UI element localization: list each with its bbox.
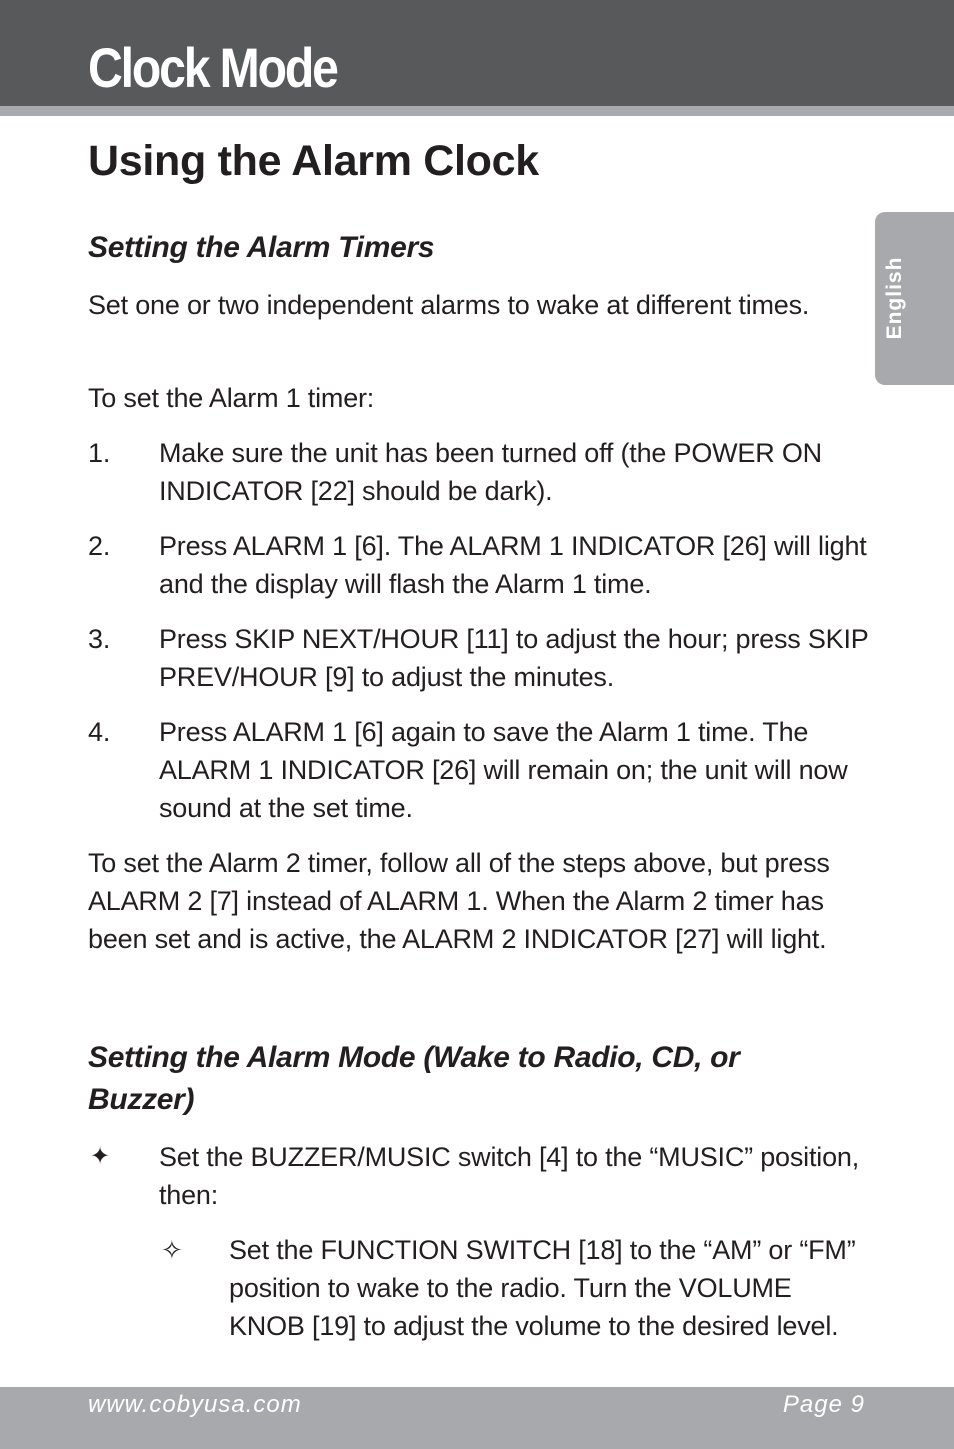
section-title-alarm-mode-line1: Setting the Alarm Mode (Wake to Radio, CD, or xyxy=(88,1041,740,1074)
list-text: Press ALARM 1 [6] again to save the Alarm 1 time. The ALARM 1 INDICATOR [26] will remain on; the unit will now sound at the set time. xyxy=(159,717,848,823)
outline-star-icon: ✧ xyxy=(161,1235,183,1265)
sub-bullet-text: Set the FUNCTION SWITCH [18] to the “AM” or “FM” position to wake to the radio. Turn the VOLUME KNOB [19] to adjust the volume to the desired level. xyxy=(229,1235,856,1341)
section-title-alarm-mode-line2: Buzzer) xyxy=(88,1083,195,1116)
section-title-alarm-timers: Setting the Alarm Timers xyxy=(88,231,435,264)
bullet-text: Set the BUZZER/MUSIC switch [4] to the “MUSIC” position, then: xyxy=(159,1142,860,1210)
list-number: 1. xyxy=(88,438,111,468)
footer-website: www.cobyusa.com xyxy=(88,1391,302,1418)
list-text: Press SKIP NEXT/HOUR [11] to adjust the hour; press SKIP PREV/HOUR [9] to adjust the minutes. xyxy=(159,624,869,692)
four-point-star-icon: ✦ xyxy=(90,1143,110,1170)
intro-paragraph: Set one or two independent alarms to wake at different times. xyxy=(88,290,810,320)
alarm2-paragraph: To set the Alarm 2 timer, follow all of the steps above, but press ALARM 2 [7] instead of ALARM 1. When the Alarm 2 timer has been set and is active, the ALARM 2 INDICATOR [27] will light. xyxy=(88,848,830,954)
alarm1-lead: To set the Alarm 1 timer: xyxy=(88,383,375,413)
list-number: 4. xyxy=(88,717,111,747)
list-number: 3. xyxy=(88,624,111,654)
list-number: 2. xyxy=(88,531,111,561)
header-stripe xyxy=(0,106,954,116)
list-text: Press ALARM 1 [6]. The ALARM 1 INDICATOR [26] will light and the display will flash the Alarm 1 time. xyxy=(159,531,867,599)
chapter-title: Clock Mode xyxy=(88,36,337,99)
list-text: Make sure the unit has been turned off (the POWER ON INDICATOR [22] should be dark). xyxy=(159,438,822,506)
page-heading: Using the Alarm Clock xyxy=(88,137,539,185)
page-number: Page 9 xyxy=(782,1391,865,1418)
language-tab-label: English xyxy=(883,256,906,340)
